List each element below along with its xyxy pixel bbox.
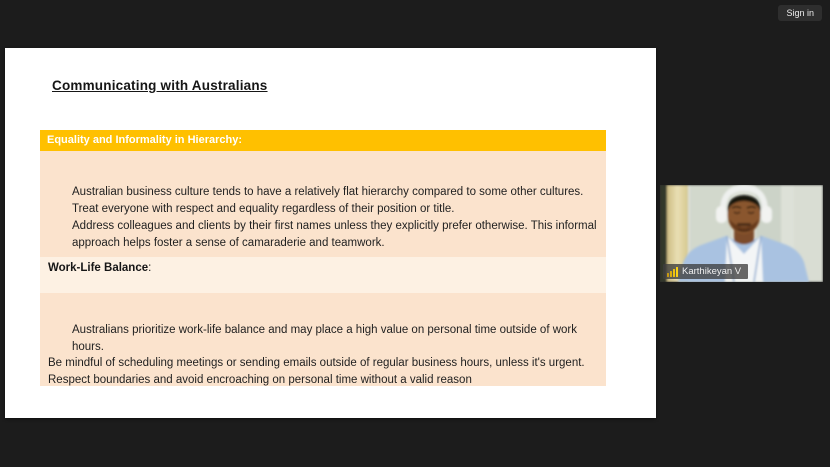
hierarchy-text-block: [40, 151, 606, 257]
body-text-line: Australian business culture tends to have a relatively flat hierarchy compared to some other cultures.: [72, 186, 584, 198]
work-life-text-block: [40, 293, 606, 386]
body-text-line: Address colleagues and clients by their first names unless they explicitly prefer otherwise. This informal: [72, 220, 597, 232]
work-life-balance-colon: :: [148, 262, 152, 274]
table-header-bar: Equality and Informality in Hierarchy:: [40, 130, 606, 151]
audio-level-bars-icon: [667, 267, 678, 277]
participant-name-plate: [663, 264, 748, 279]
slide-content-table: [40, 130, 606, 386]
body-text-line: Australians prioritize work-life balance and may place a high value on personal time outside of work: [72, 324, 577, 336]
work-life-balance-heading: Work-Life Balance: [48, 262, 149, 274]
body-text-line: Treat everyone with respect and equality regardless of their position or title.: [72, 203, 455, 215]
top-bar: [0, 0, 830, 28]
participant-video-tile[interactable]: [660, 185, 823, 282]
participant-name: Karthikeyan V: [682, 266, 742, 277]
work-life-balance-row: [40, 257, 606, 293]
slide-title: Communicating with Australians: [52, 78, 268, 93]
shared-slide: [5, 48, 656, 418]
body-text-line: hours.: [72, 340, 104, 353]
body-text-line: Respect boundaries and avoid encroaching on personal time without a valid reason: [48, 373, 472, 386]
body-text-line: Be mindful of scheduling meetings or sending emails outside of regular business hours, unless it's urgent.: [48, 357, 585, 369]
body-text-line: approach helps foster a sense of camaraderie and teamwork.: [72, 237, 385, 249]
sign-in-button[interactable]: Sign in: [778, 5, 822, 21]
